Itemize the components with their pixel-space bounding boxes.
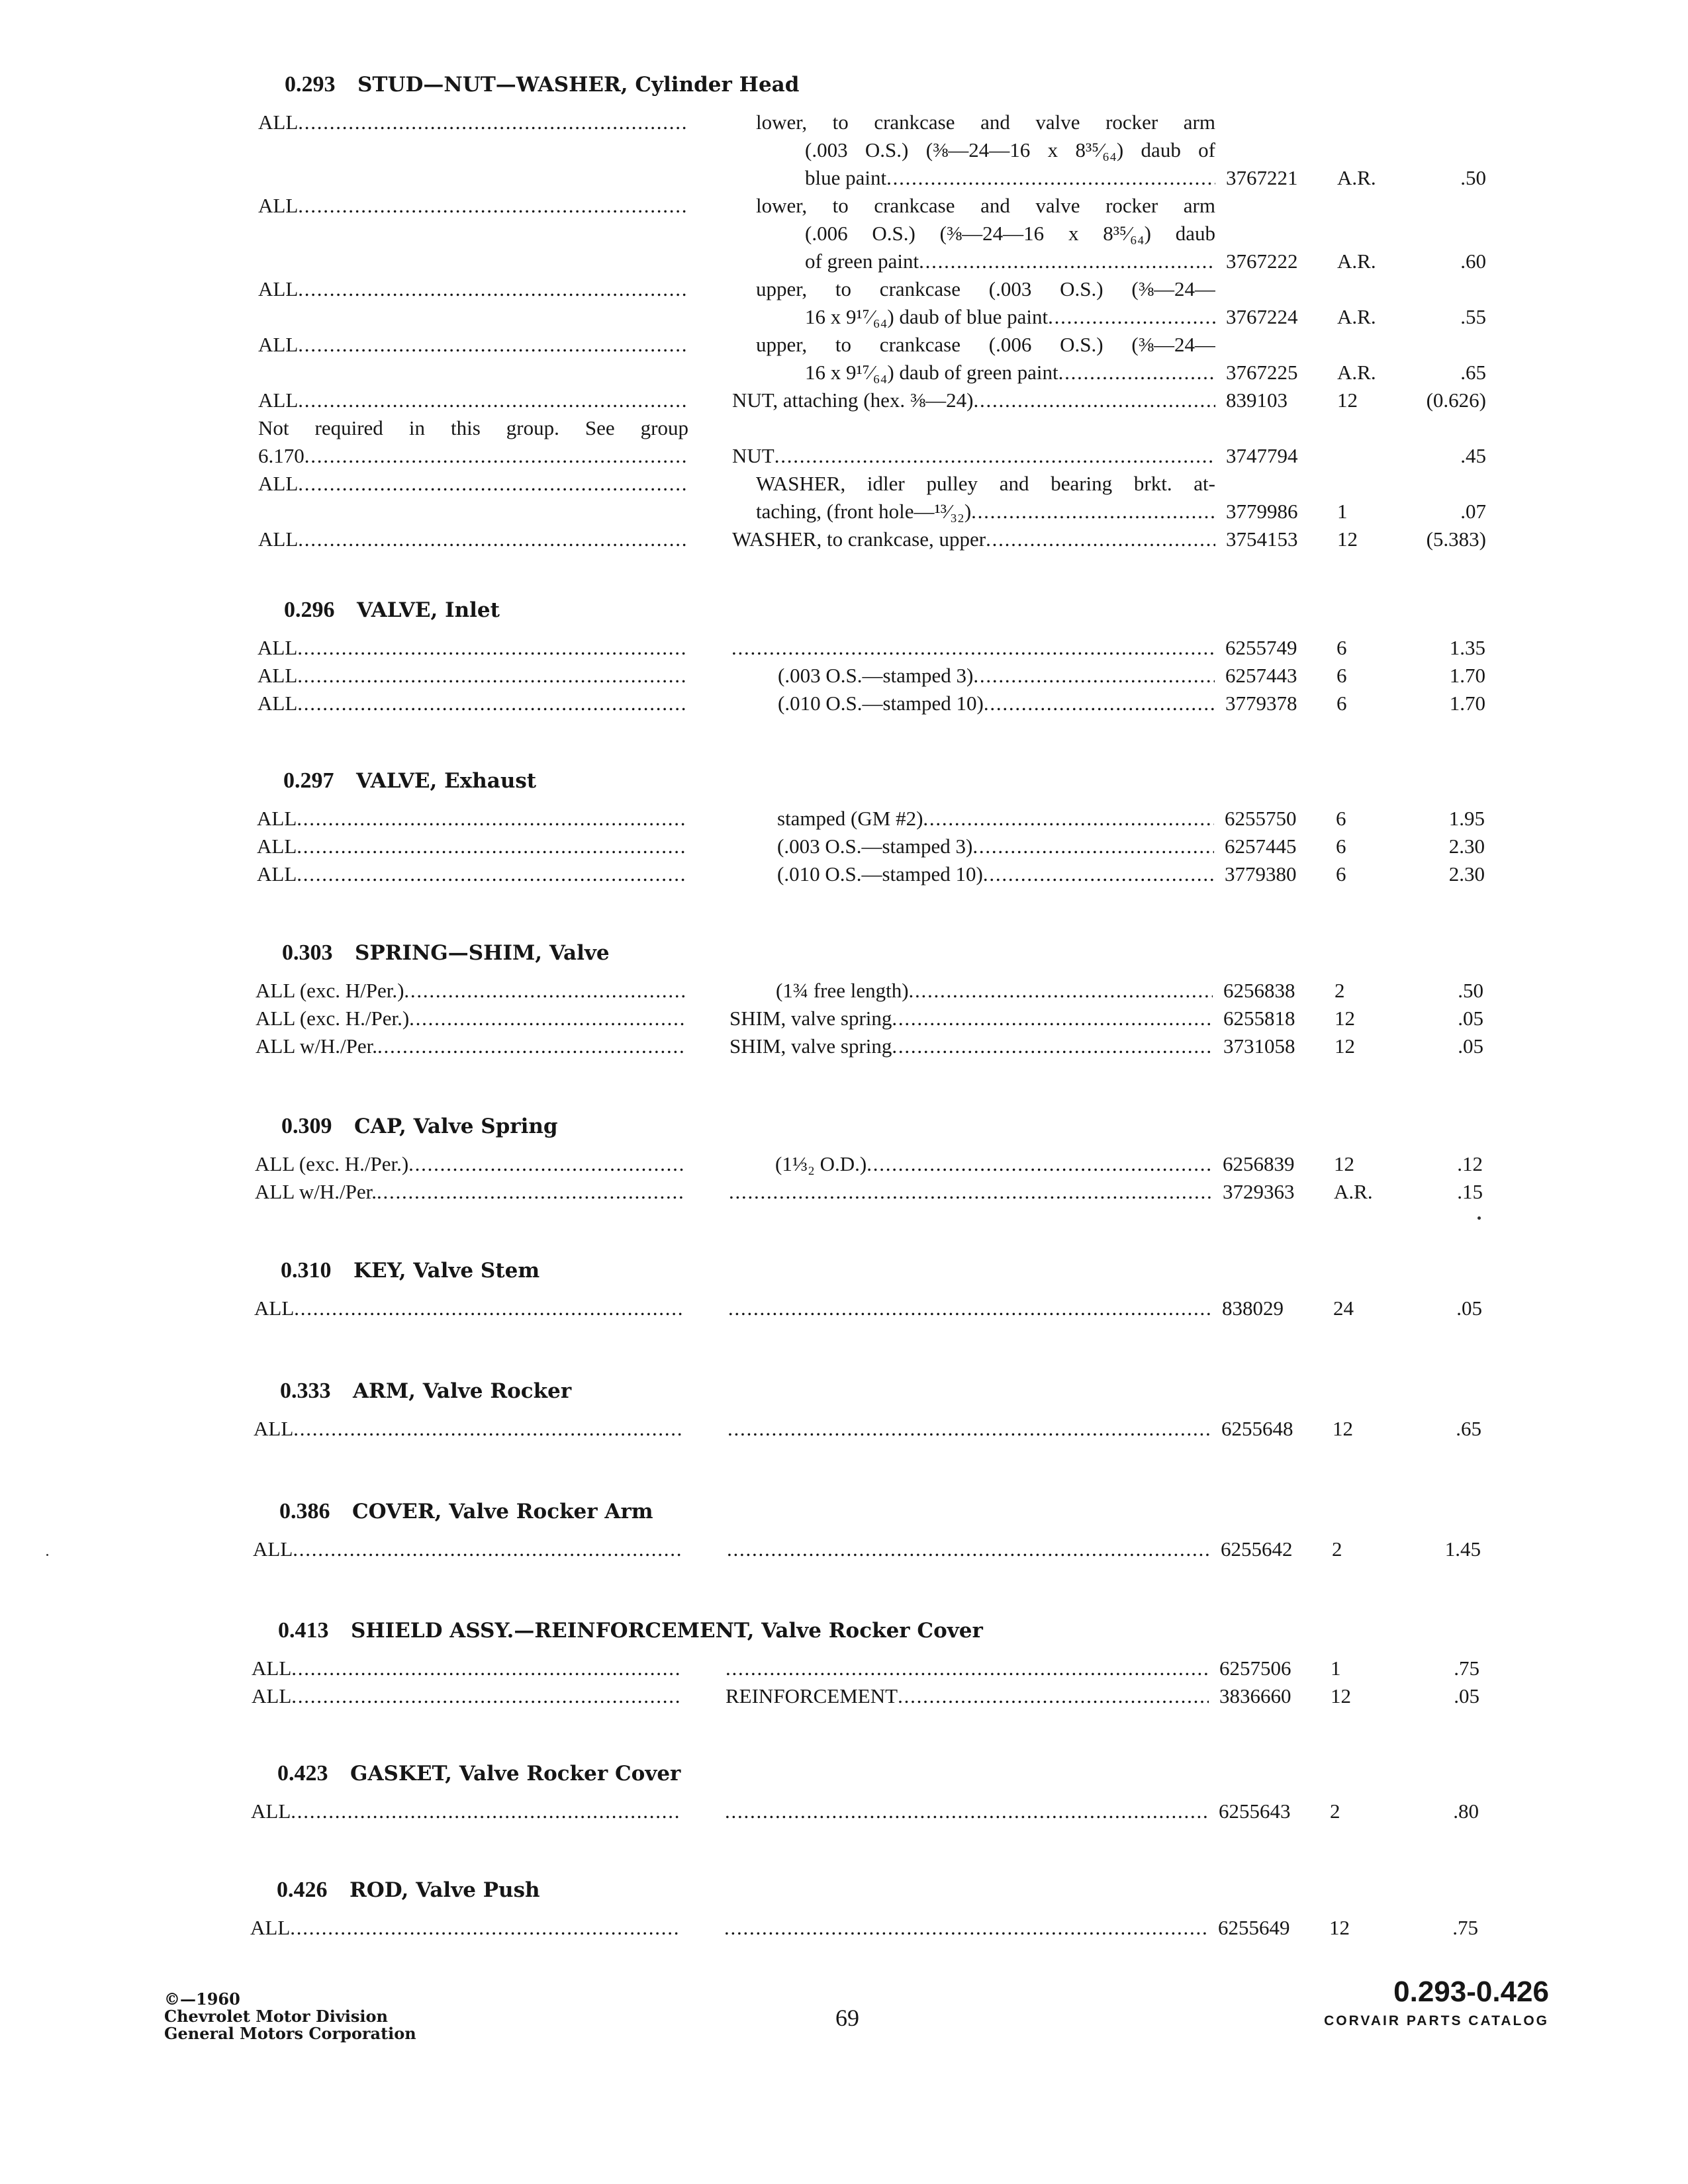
section-number: 0.413: [278, 1618, 329, 1643]
price: 2.30: [1448, 862, 1485, 886]
section-title: SPRING—SHIM, Valve: [355, 941, 610, 965]
part-number: 3731058: [1223, 1034, 1295, 1058]
applicability-text: ALL: [258, 333, 299, 356]
part-row: [258, 470, 1489, 525]
applicability-cell: [258, 331, 688, 387]
description-cell: [731, 690, 1215, 717]
price: .60: [1460, 250, 1486, 273]
description-text: (.003 O.S.—stamped 3): [778, 664, 974, 687]
description-text: NUT: [732, 444, 774, 467]
section-0-293: [258, 65, 1489, 553]
part-row: [257, 860, 1488, 888]
copyright-line: ©—1960: [164, 1989, 240, 2009]
footer-publisher: [164, 1991, 416, 2042]
section-0-426: [250, 1870, 1481, 1942]
applicability-text: ALL: [254, 1417, 294, 1440]
part-number: 3767225: [1226, 361, 1298, 384]
part-number: 6257445: [1225, 835, 1297, 858]
description-cell: [729, 1178, 1212, 1206]
description-text: NUT, attaching (hex. ⅜—24): [732, 388, 974, 412]
description-cell: [732, 470, 1215, 525]
section-heading: [277, 1870, 1481, 1910]
part-number: 3836660: [1219, 1684, 1291, 1707]
applicability-cell: [257, 833, 687, 860]
section-title: GASKET, Valve Rocker Cover: [350, 1762, 681, 1786]
quantity: 2: [1330, 1799, 1340, 1823]
part-row: [254, 1415, 1485, 1443]
part-row: [258, 275, 1489, 331]
section-heading: [279, 1492, 1484, 1531]
quantity: 12: [1337, 527, 1358, 551]
part-number: 839103: [1226, 388, 1288, 412]
quantity: 6: [1336, 862, 1346, 886]
description-cell: [732, 387, 1215, 414]
price: .65: [1456, 1417, 1481, 1440]
description-cell: [732, 109, 1215, 192]
section-heading: [282, 933, 1487, 973]
applicability-cell: [256, 1005, 686, 1032]
quantity: 6: [1336, 807, 1346, 830]
part-number: 6257443: [1225, 664, 1297, 687]
applicability-text: ALL: [252, 1684, 292, 1707]
applicability-text: ALL: [258, 472, 299, 495]
description-text: stamped (GM #2): [777, 807, 923, 830]
description-text: SHIM, valve spring: [729, 1007, 892, 1030]
applicability-cell: [250, 1914, 680, 1942]
applicability-cell: [258, 662, 688, 690]
part-number: 6256838: [1223, 979, 1295, 1002]
applicability-cell: [252, 1682, 682, 1710]
section-title: ROD, Valve Push: [350, 1878, 540, 1902]
applicability-cell: [256, 1032, 686, 1060]
scan-speck: [1477, 1216, 1481, 1220]
description-text: taching, (front hole—¹³⁄₃₂): [756, 500, 972, 523]
applicability-cell: [257, 805, 687, 833]
applicability-cell: [258, 414, 688, 470]
applicability-text: ALL: [258, 277, 299, 300]
section-number: 0.303: [282, 940, 333, 965]
part-row: [256, 1032, 1487, 1060]
price: 2.30: [1448, 835, 1485, 858]
applicability-text: ALL: [258, 692, 298, 715]
catalog-name: CORVAIR PARTS CATALOG: [1324, 2013, 1549, 2028]
price: .65: [1460, 361, 1486, 384]
description-cell: [724, 1914, 1207, 1942]
section-title: ARM, Valve Rocker: [353, 1379, 572, 1403]
description-cell: [731, 634, 1215, 662]
description-text: REINFORCEMENT: [726, 1684, 898, 1707]
price: 1.70: [1449, 664, 1485, 687]
applicability-text: ALL: [258, 636, 298, 659]
section-number: 0.297: [283, 768, 334, 793]
section-number: 0.333: [280, 1379, 331, 1403]
applicability-cell: [258, 387, 688, 414]
part-number: 6255649: [1218, 1916, 1290, 1939]
part-row: [257, 805, 1488, 833]
price: .07: [1460, 500, 1486, 523]
description-cell: [732, 275, 1215, 331]
part-row: [257, 833, 1488, 860]
description-cell: [729, 977, 1213, 1005]
applicability-text: ALL w/H./Per.: [255, 1180, 377, 1203]
quantity: A.R.: [1334, 1180, 1373, 1203]
description-cell: [732, 192, 1215, 275]
part-row: [258, 690, 1489, 717]
part-number: 6255643: [1219, 1799, 1291, 1823]
quantity: 12: [1333, 1417, 1353, 1440]
section-title: VALVE, Inlet: [357, 598, 500, 622]
price: .05: [1458, 1034, 1483, 1058]
section-number: 0.309: [281, 1114, 332, 1138]
page-range: 0.293-0.426: [1393, 1976, 1549, 2008]
section-heading: [284, 590, 1489, 630]
section-heading: [285, 65, 1489, 105]
description-text: 16 x 9¹⁷⁄₆₄) daub of green paint: [805, 361, 1058, 384]
price: .75: [1454, 1657, 1479, 1680]
quantity: 12: [1334, 1152, 1354, 1175]
description-text: blue paint: [805, 166, 887, 189]
description-text: WASHER, to crankcase, upper: [732, 527, 986, 551]
applicability-text: Not required in this group. See group: [258, 416, 688, 439]
section-number: 0.423: [277, 1761, 328, 1786]
quantity: A.R.: [1337, 166, 1376, 189]
description-text: (1⅓₂ O.D.): [775, 1152, 867, 1175]
quantity: 12: [1331, 1684, 1351, 1707]
part-row: [254, 1295, 1485, 1322]
description-text: (.010 O.S.—stamped 10): [777, 862, 983, 886]
price: 1.45: [1444, 1537, 1481, 1561]
applicability-cell: [252, 1655, 682, 1682]
quantity: 2: [1335, 979, 1345, 1002]
applicability-text: ALL: [257, 862, 297, 886]
description-text: (.010 O.S.—stamped 10): [778, 692, 984, 715]
description-text: upper, to crankcase (.003 O.S.) (⅜—24—: [756, 277, 1215, 300]
part-number: 6255642: [1221, 1537, 1293, 1561]
applicability-text: ALL: [252, 1657, 292, 1680]
quantity: 12: [1337, 388, 1358, 412]
part-row: [255, 1150, 1486, 1178]
description-cell: [732, 525, 1215, 553]
applicability-text: ALL (exc. H./Per.): [256, 1007, 410, 1030]
quantity: 6: [1336, 664, 1347, 687]
applicability-text: ALL: [258, 194, 299, 217]
description-cell: [725, 1797, 1208, 1825]
applicability-cell: [255, 1178, 685, 1206]
section-number: 0.293: [285, 72, 336, 97]
price: .05: [1456, 1297, 1482, 1320]
section-heading: [278, 1611, 1483, 1651]
quantity: A.R.: [1337, 361, 1376, 384]
applicability-cell: [258, 634, 688, 662]
part-row: [250, 1914, 1481, 1942]
part-row: [258, 109, 1489, 192]
price: (0.626): [1426, 388, 1486, 412]
description-cell: [727, 1415, 1211, 1443]
description-cell: [731, 662, 1215, 690]
section-0-413: [252, 1611, 1483, 1710]
description-cell: [729, 1150, 1212, 1178]
description-cell: [726, 1682, 1209, 1710]
footer-catalog-info: [1324, 1975, 1549, 2029]
quantity: 1: [1331, 1657, 1341, 1680]
applicability-text: ALL: [253, 1537, 293, 1561]
part-row: [252, 1682, 1483, 1710]
price: .45: [1460, 444, 1486, 467]
quantity: 6: [1336, 835, 1346, 858]
applicability-text: ALL: [258, 527, 299, 551]
description-text: (.003 O.S.) (⅜—24—16 x 8³⁵⁄₆₄) daub of: [805, 138, 1215, 161]
section-0-423: [251, 1754, 1482, 1825]
price: .15: [1457, 1180, 1483, 1203]
description-text: WASHER, idler pulley and bearing brkt. at-: [756, 472, 1215, 495]
division-line: Chevrolet Motor Division: [164, 2007, 388, 2026]
quantity: 24: [1333, 1297, 1354, 1320]
part-number: 3767221: [1226, 166, 1298, 189]
part-number: 6255648: [1221, 1417, 1293, 1440]
part-number: 838029: [1222, 1297, 1284, 1320]
price: 1.70: [1449, 692, 1485, 715]
quantity: 12: [1329, 1916, 1350, 1939]
applicability-cell: [254, 1295, 684, 1322]
part-number: 3779986: [1226, 500, 1298, 523]
section-title: STUD—NUT—WASHER, Cylinder Head: [357, 73, 800, 97]
description-text: upper, to crankcase (.006 O.S.) (⅜—24—: [756, 333, 1215, 356]
quantity: 1: [1337, 500, 1348, 523]
part-number: 6255749: [1225, 636, 1297, 659]
part-number: 6255750: [1225, 807, 1297, 830]
applicability-cell: [255, 1150, 685, 1178]
applicability-cell: [256, 977, 686, 1005]
applicability-cell: [258, 470, 688, 525]
part-row: [258, 331, 1489, 387]
page-number: 69: [835, 2005, 859, 2031]
section-number: 0.296: [284, 598, 335, 622]
description-text: 16 x 9¹⁷⁄₆₄) daub of blue paint: [805, 305, 1049, 328]
price: .05: [1454, 1684, 1479, 1707]
applicability-text: ALL: [258, 388, 299, 412]
part-row: [258, 662, 1489, 690]
applicability-cell: [251, 1797, 681, 1825]
quantity: A.R.: [1337, 250, 1376, 273]
section-number: 0.310: [281, 1258, 332, 1283]
applicability-text: ALL: [251, 1799, 291, 1823]
section-heading: [281, 1251, 1485, 1291]
applicability-cell: [253, 1535, 683, 1563]
applicability-text: ALL: [257, 807, 297, 830]
section-0-297: [257, 761, 1488, 888]
section-title: SHIELD ASSY.—REINFORCEMENT, Valve Rocker Cover: [351, 1619, 983, 1643]
applicability-text: ALL (exc. H/Per.): [256, 979, 404, 1002]
section-number: 0.426: [277, 1878, 328, 1902]
quantity: [1337, 442, 1390, 470]
section-title: COVER, Valve Rocker Arm: [352, 1500, 653, 1524]
quantity: 6: [1336, 636, 1347, 659]
applicability-cell: [254, 1415, 684, 1443]
description-cell: [731, 805, 1214, 833]
description-text: (1¾ free length): [776, 979, 909, 1002]
section-0-296: [258, 590, 1489, 717]
price: .05: [1458, 1007, 1483, 1030]
description-cell: [729, 1005, 1213, 1032]
part-number: 3729363: [1223, 1180, 1295, 1203]
part-number: 3779380: [1225, 862, 1297, 886]
description-cell: [729, 1032, 1213, 1060]
description-cell: [732, 414, 1215, 470]
description-text: SHIM, valve spring: [729, 1034, 892, 1058]
quantity: 12: [1335, 1007, 1355, 1030]
price: 1.35: [1449, 636, 1485, 659]
part-number: 3779378: [1225, 692, 1297, 715]
quantity: 2: [1332, 1537, 1342, 1561]
part-row: [256, 1005, 1487, 1032]
description-text: (.006 O.S.) (⅜—24—16 x 8³⁵⁄₆₄) daub: [805, 222, 1215, 245]
price: (5.383): [1426, 527, 1486, 551]
description-text: lower, to crankcase and valve rocker arm: [756, 194, 1215, 217]
applicability-cell: [258, 275, 688, 331]
applicability-cell: [258, 525, 688, 553]
part-number: 3747794: [1226, 444, 1298, 467]
section-0-386: [253, 1492, 1484, 1563]
description-cell: [731, 860, 1214, 888]
quantity: 6: [1336, 692, 1347, 715]
description-text: of green paint: [805, 250, 919, 273]
section-0-303: [256, 933, 1487, 1060]
part-row: [256, 977, 1487, 1005]
description-text: (.003 O.S.—stamped 3): [777, 835, 973, 858]
description-cell: [726, 1655, 1209, 1682]
applicability-cell: [258, 109, 688, 192]
part-row: [258, 634, 1489, 662]
section-heading: [277, 1754, 1482, 1794]
part-number: 3754153: [1226, 527, 1298, 551]
description-cell: [727, 1535, 1210, 1563]
applicability-text: ALL: [250, 1916, 291, 1939]
quantity: 12: [1335, 1034, 1355, 1058]
part-row: [251, 1797, 1482, 1825]
part-number: 6255818: [1223, 1007, 1295, 1030]
section-title: VALVE, Exhaust: [356, 769, 537, 793]
section-heading: [280, 1371, 1485, 1411]
price: .75: [1452, 1916, 1478, 1939]
price: .55: [1460, 305, 1486, 328]
corporation-line: General Motors Corporation: [164, 2024, 416, 2043]
applicability-text: ALL: [258, 111, 299, 134]
section-heading: [283, 761, 1488, 801]
section-title: CAP, Valve Spring: [354, 1115, 558, 1138]
quantity: A.R.: [1337, 305, 1376, 328]
part-number: 3767222: [1226, 250, 1298, 273]
price: .50: [1460, 166, 1486, 189]
section-0-310: [254, 1251, 1485, 1322]
part-row: [258, 525, 1489, 553]
description-cell: [728, 1295, 1211, 1322]
part-row: [258, 387, 1489, 414]
section-title: KEY, Valve Stem: [353, 1259, 540, 1283]
applicability-text: ALL: [254, 1297, 295, 1320]
price: .80: [1453, 1799, 1479, 1823]
price: 1.95: [1448, 807, 1485, 830]
description-cell: [731, 833, 1214, 860]
section-0-333: [254, 1371, 1485, 1443]
part-row: [252, 1655, 1483, 1682]
applicability-cell: [258, 192, 688, 275]
applicability-text: ALL: [257, 835, 297, 858]
section-0-309: [255, 1107, 1486, 1206]
applicability-text: ALL w/H./Per.: [256, 1034, 377, 1058]
part-row: [253, 1535, 1484, 1563]
part-row: [258, 192, 1489, 275]
description-cell: [732, 331, 1215, 387]
applicability-text: ALL (exc. H./Per.): [255, 1152, 409, 1175]
applicability-text: 6.170: [258, 444, 305, 467]
part-row: [258, 414, 1489, 470]
description-text: lower, to crankcase and valve rocker arm: [756, 111, 1215, 134]
applicability-text: ALL: [258, 664, 298, 687]
section-heading: [281, 1107, 1486, 1146]
price: .50: [1458, 979, 1483, 1002]
part-number: 3767224: [1226, 305, 1298, 328]
price: .12: [1457, 1152, 1483, 1175]
applicability-cell: [257, 860, 687, 888]
section-number: 0.386: [279, 1499, 330, 1524]
scan-speck: [46, 1554, 48, 1556]
part-number: 6256839: [1223, 1152, 1295, 1175]
part-number: 6257506: [1219, 1657, 1291, 1680]
part-row: [255, 1178, 1486, 1206]
applicability-cell: [258, 690, 688, 717]
